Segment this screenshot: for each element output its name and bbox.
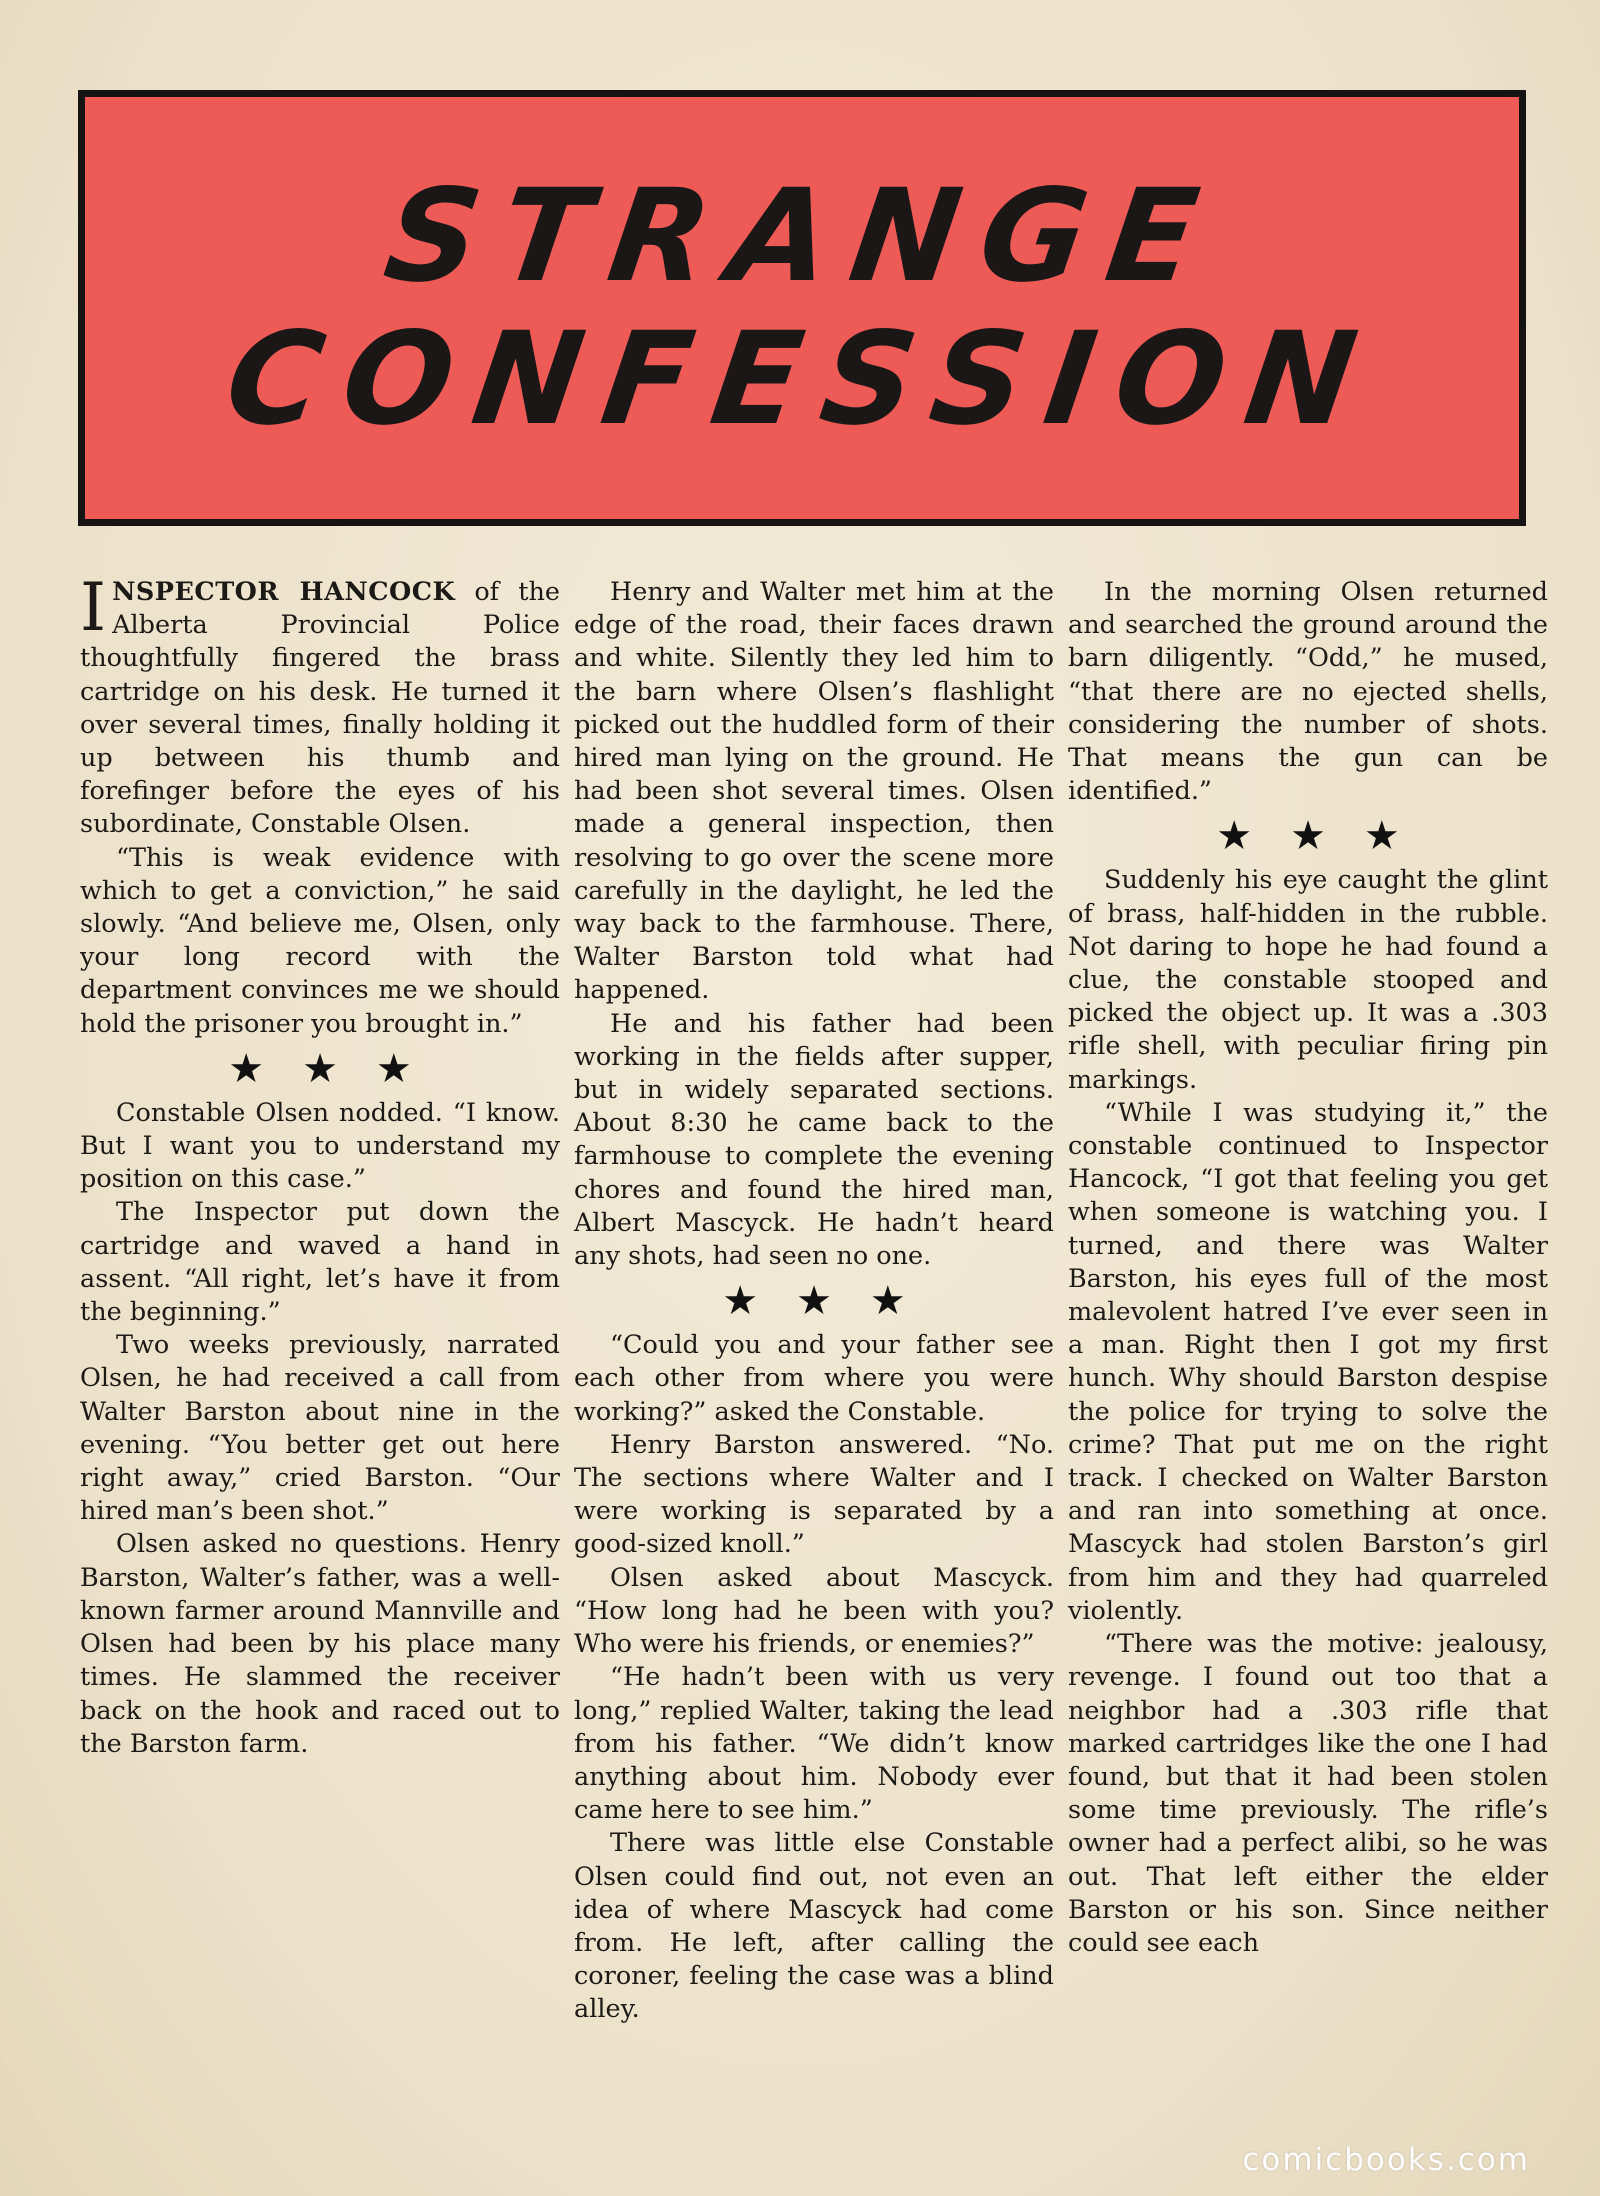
paragraph-11: Olsen asked about Mascyck. “How long had he been with you? Who were his friends, or enemies?” [574, 1562, 1054, 1660]
paragraph-8: He and his father had been working in the fields after supper, but in widely separated sections. About 8:30 he came back to the farmhouse to complete the evening chores and found the hired man, Albert Mascyck. He hadn’t heard any shots, had seen no one. [574, 1008, 1054, 1272]
paragraph-10: Henry Barston answered. “No. The sections where Walter and I were working is separated by a good-sized knoll.” [574, 1429, 1054, 1560]
paragraph-12: “He hadn’t been with us very long,” replied Walter, taking the lead from his father. “We didn’t know anything about him. Nobody ever came here to see him.” [574, 1662, 1054, 1826]
watermark: comicbooks.com [1242, 2142, 1530, 2178]
title-line-1: STRANGE [376, 161, 1228, 311]
paragraph-4: The Inspector put down the cartridge and waved a hand in assent. “All right, let’s have it from the beginning.” [80, 1197, 560, 1328]
star-divider-2: ★★★ [722, 1278, 944, 1325]
column-1 [80, 569, 561, 2096]
lead-in: NSPECTOR HANCOCK [112, 577, 456, 607]
column-3 [1068, 576, 1548, 2096]
title-banner [78, 90, 1526, 526]
paragraph-2: “This is weak evidence with which to get a conviction,” he said slowly. “And believe me, Olsen, only your long record with the department convinces me we should hold the prisoner you brought in.” [80, 842, 560, 1039]
paragraph-5: Two weeks previously, narrated Olsen, he had received a call from Walter Barston about nine in the evening. “You better get out here right away,” cried Barston. “Our hired man’s been shot.” [80, 1330, 560, 1527]
star-divider-1: ★★★ [228, 1045, 450, 1092]
paragraph-1-text: of the Alberta Provincial Police thoughtfully fingered the brass cartridge on his desk. He turned it over several times, finally holding it up between his thumb and forefinger before the eyes of his subordinate, Constable Olsen. [80, 577, 561, 840]
article-columns [80, 569, 1548, 2096]
paragraph-16: “While I was studying it,” the constable continued to Inspector Hancock, “I got that feeling you get when someone is watching you. I turned, and there was Walter Barston, his eyes full of the most malevolent hatred I’ve ever seen in a man. Right then I got my first hunch. Why should Barston despise the police for trying to solve the crime? That put me on the right track. I checked on Walter Barston and ran into something at once. Mascyck had stolen Barston’s girl from him and they had quarreled violently. [1068, 1097, 1548, 1626]
title-line-2: CONFESSION [217, 305, 1387, 454]
paragraph-17: “There was the motive: jealousy, revenge. I found out too that a neighbor had a .303 rifle that marked cartridges like the one I had found, but that it had been stolen some time previously. The rifle’s owner had a perfect alibi, so he was out. That left either the elder Barston or his son. Since neither could see each [1068, 1629, 1548, 1958]
paragraph-9: “Could you and your father see each other from where you were working?” asked the Constable. [574, 1330, 1054, 1427]
paragraph-13: There was little else Constable Olsen could find out, not even an idea of where Mascyck had come from. He left, after calling the coroner, feeling the case was a blind alley. [574, 1828, 1054, 2025]
paragraph-15: Suddenly his eye caught the glint of brass, half-hidden in the rubble. Not daring to hope he had found a clue, the constable stooped and picked the object up. It was a .303 rifle shell, with peculiar firing pin markings. [1068, 865, 1548, 1095]
paragraph-14: In the morning Olsen returned and searched the ground around the barn diligently. “Odd,” he mused, “that there are no ejected shells, considering the number of shots. That means the gun can be identified.” [1068, 577, 1548, 807]
column-2 [574, 576, 1054, 2096]
paragraph-3: Constable Olsen nodded. “I know. But I want you to understand my position on this case.” [80, 1097, 560, 1195]
paragraph-7: Henry and Walter met him at the edge of the road, their faces drawn and white. Silently they led him to the barn where Olsen’s flashlight picked out the huddled form of their hired man lying on the ground. He had been shot several times. Olsen made a general inspection, then resolving to go over the scene more carefully in the daylight, he led the way back to the farmhouse. There, Walter Barston told what had happened. [574, 577, 1054, 1006]
drop-cap: I [80, 569, 107, 646]
paragraph-6: Olsen asked no questions. Henry Barston, Walter’s father, was a well-known farmer around Mannville and Olsen had been by his place many times. He slammed the receiver back on the hook and raced out to the Barston farm. [80, 1529, 560, 1759]
star-divider-3: ★★★ [1216, 813, 1438, 860]
paragraph-1 [80, 569, 561, 842]
